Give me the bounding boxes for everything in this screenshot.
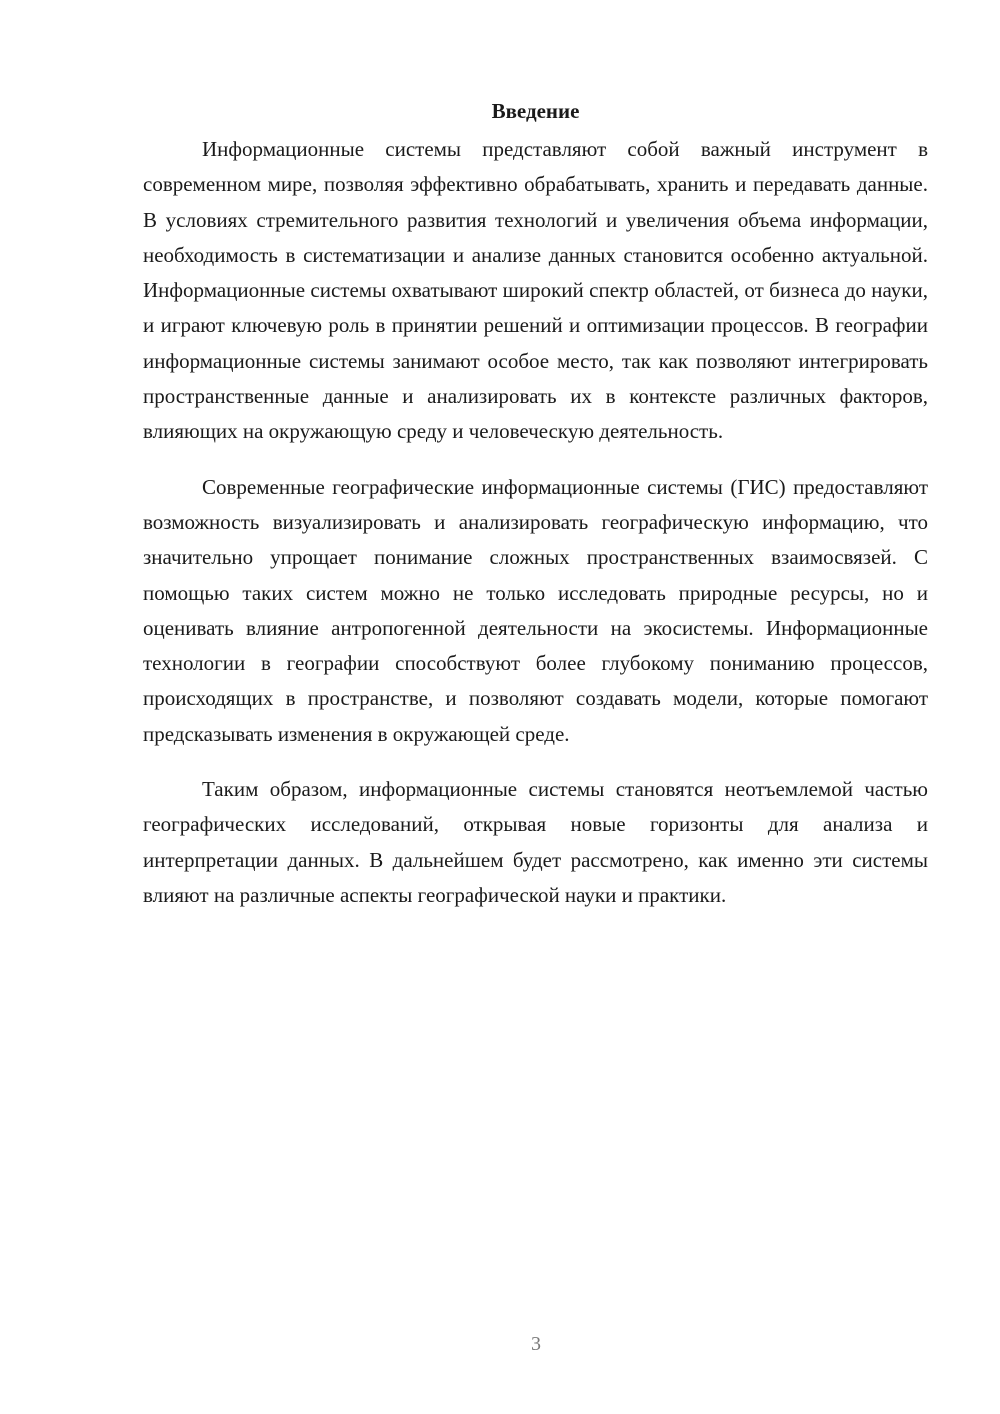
paragraph-conclusion: Таким образом, информационные системы становятся неотъемлемой частью географических исследований, открывая новые горизонты для анализа и интерпретации данных. В дальнейшем будет рассмотрено, как именно эти системы влияют на различные аспекты географической науки и практики. [143,777,928,907]
paragraph-gis: Современные географические информационные системы (ГИС) предоставляют возможность визуализировать и анализировать географическую информацию, что значительно упрощает понимание сложных пространственных взаимосвязей. С помощью таких систем можно не только исследовать природные ресурсы, но и оценивать влияние антропогенной деятельности на экосистемы. Информационные технологии в географии способствуют более глубокому пониманию процессов, происходящих в пространстве, и позволяют создавать модели, которые помогают предсказывать изменения в окружающей среде. [143,474,928,746]
page-content [143,96,928,933]
section-title: Введение [491,99,580,123]
paragraph-intro: Информационные системы представляют собой важный инструмент в современном мире, позволяя эффективно обрабатывать, хранить и передавать данные. В условиях стремительного развития технологий и увеличения объема информации, необходимость в систематизации и анализе данных становится особенно актуальной. Информационные системы охватывают широкий спектр областей, от бизнеса до науки, и играют ключевую роль в принятии решений и оптимизации процессов. В географии информационные системы занимают особое место, так как позволяют интегрировать пространственные данные и анализировать их в контексте различных факторов, влияющих на окружающую среду и человеческую деятельность. [143,137,928,444]
page-number: 3 [531,1333,541,1355]
